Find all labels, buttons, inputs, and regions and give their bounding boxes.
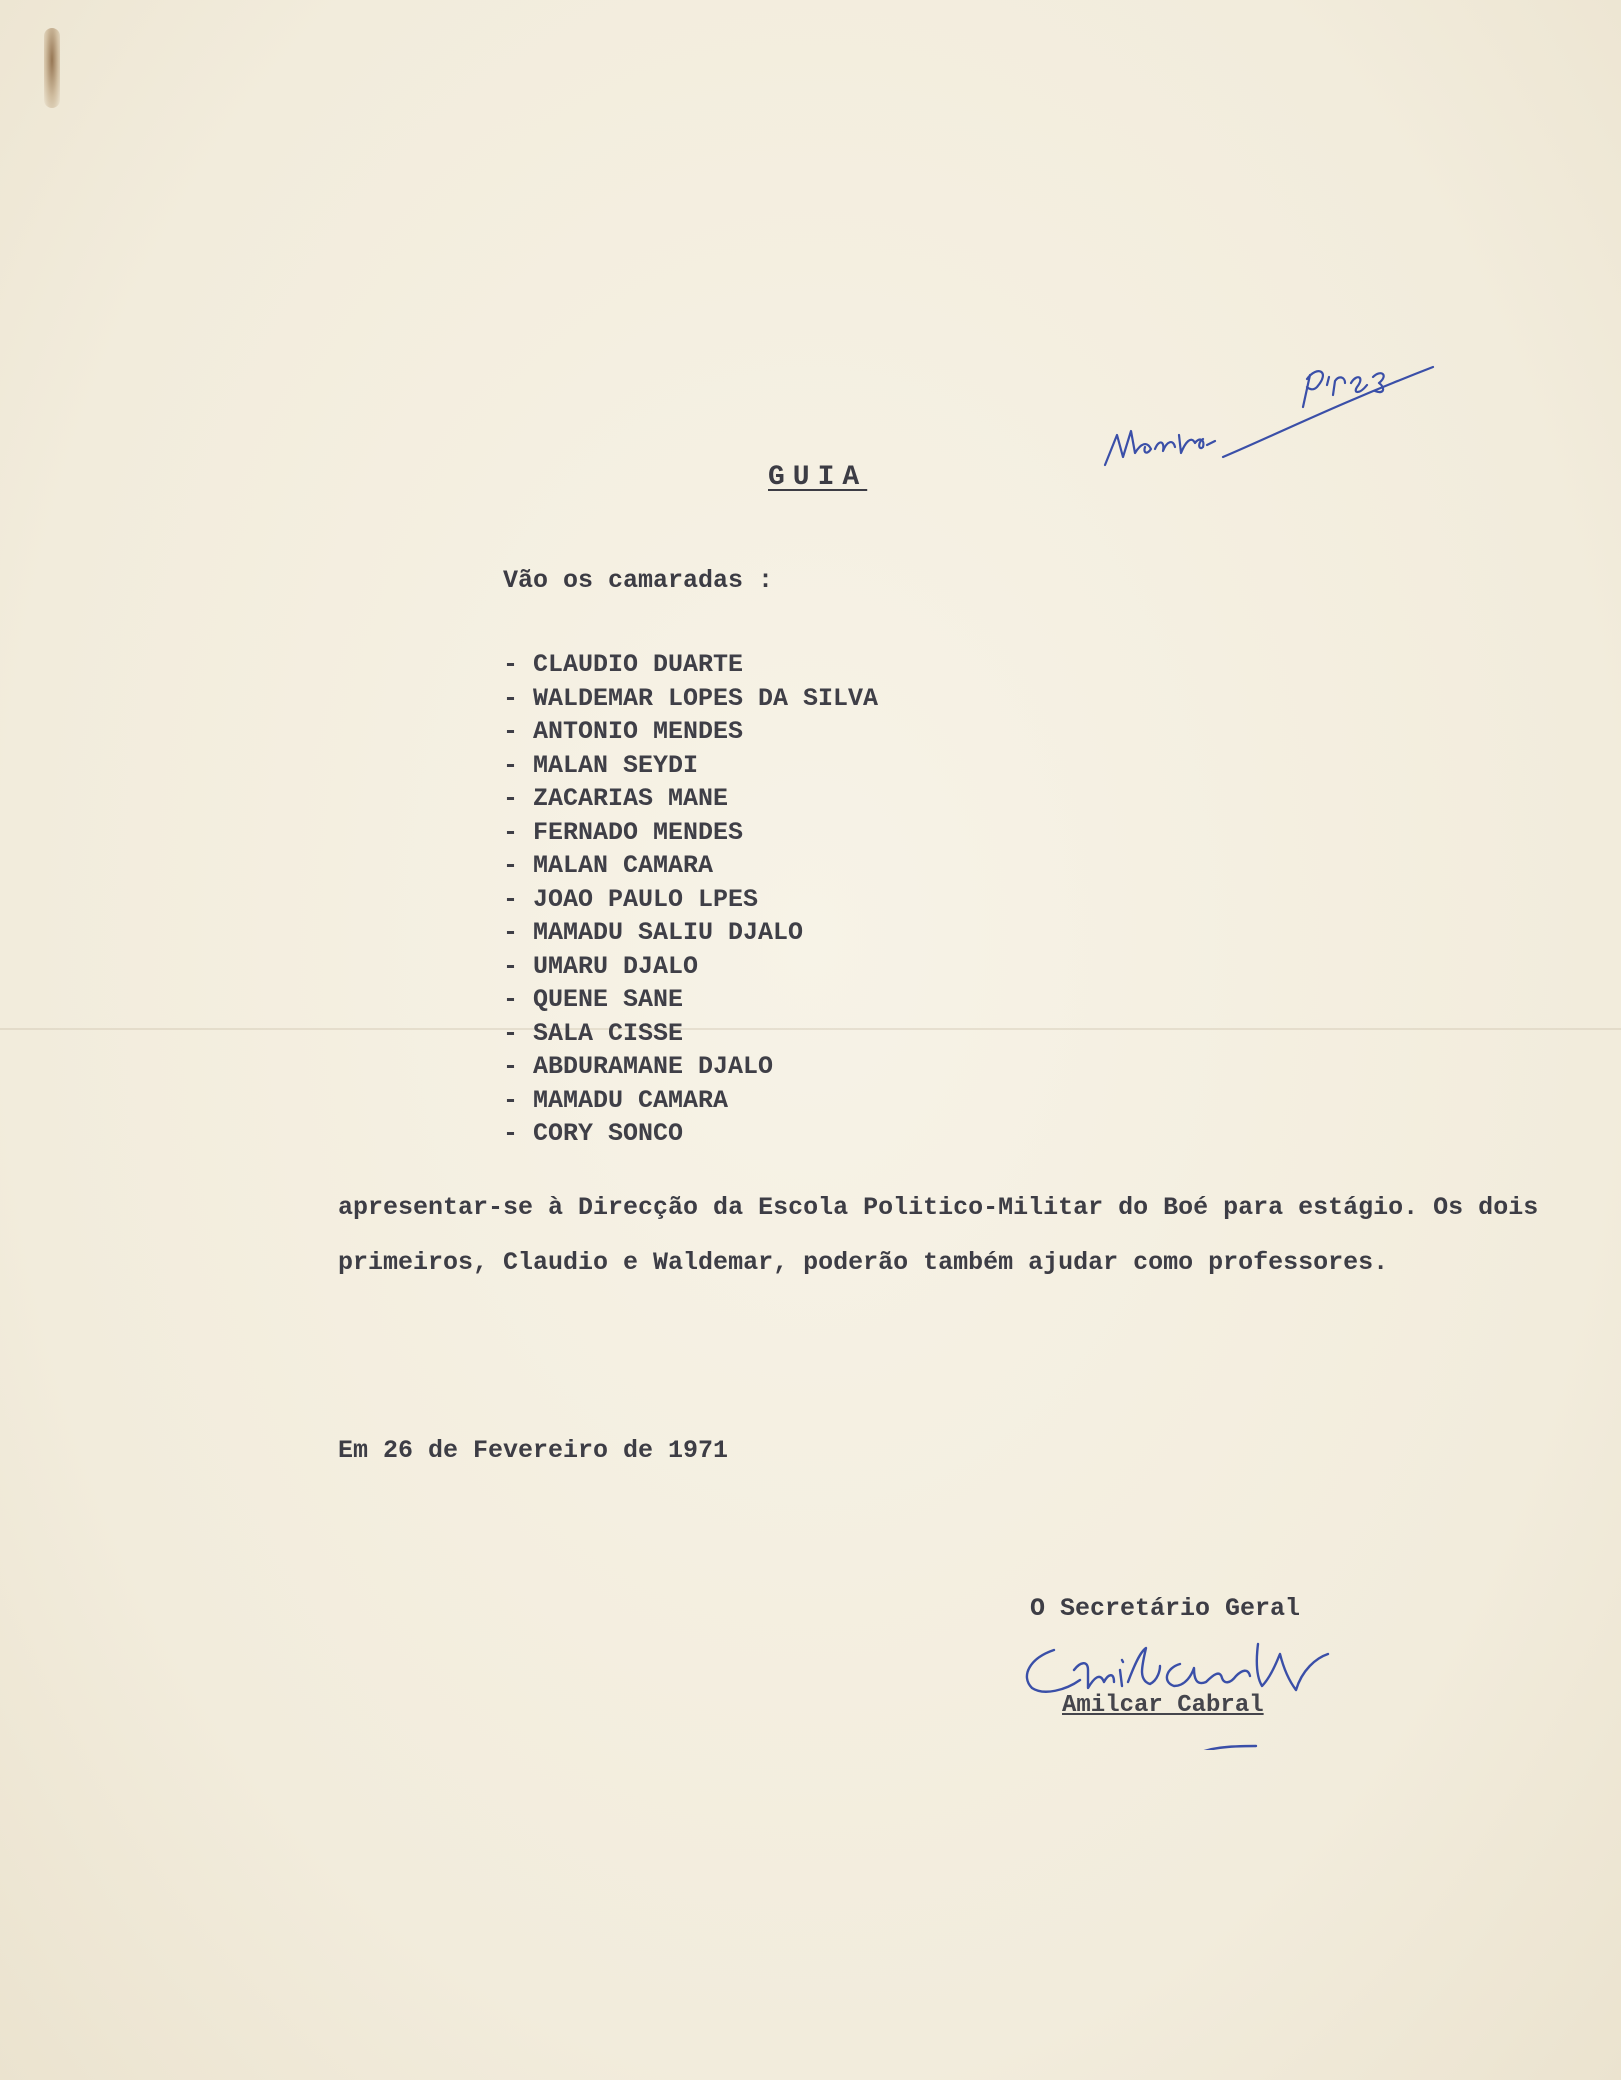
- list-item: [503, 816, 878, 850]
- name-text: ABDURAMANE DJALO: [533, 1052, 774, 1081]
- list-bullet: -: [503, 817, 519, 847]
- body-paragraph: [338, 1180, 1608, 1290]
- paper-stain: [44, 28, 60, 108]
- name-text: ZACARIAS MANE: [533, 784, 729, 813]
- list-item: [503, 1017, 878, 1051]
- handwritten-annotation: [1095, 325, 1455, 475]
- list-item: [503, 749, 878, 783]
- list-item: [503, 715, 878, 749]
- names-list: [503, 648, 878, 1151]
- name-text: FERNADO MENDES: [533, 817, 744, 847]
- list-item: [503, 682, 878, 716]
- name-text: JOAO PAULO LPES: [533, 884, 759, 914]
- list-bullet: -: [503, 884, 519, 914]
- list-item: [503, 983, 878, 1017]
- name-text: WALDEMAR LOPES DA SILVA: [533, 683, 879, 713]
- list-bullet: -: [503, 650, 519, 679]
- name-text: MAMADU CAMARA: [533, 1085, 729, 1115]
- list-bullet: -: [503, 1119, 519, 1148]
- list-bullet: -: [503, 717, 519, 746]
- name-text: ANTONIO MENDES: [533, 717, 744, 746]
- list-bullet: -: [503, 985, 519, 1014]
- list-item: [503, 950, 878, 984]
- list-item: [503, 648, 878, 682]
- name-text: MALAN SEYDI: [533, 750, 699, 780]
- signature-title: O Secretário Geral: [1030, 1594, 1301, 1623]
- list-bullet: -: [503, 951, 519, 981]
- list-bullet: -: [503, 683, 519, 713]
- list-bullet: -: [503, 784, 519, 813]
- list-bullet: -: [503, 750, 519, 780]
- document-title: GUIA: [768, 462, 868, 493]
- list-item: [503, 883, 878, 917]
- list-bullet: -: [503, 1052, 519, 1081]
- name-text: CORY SONCO: [533, 1119, 684, 1148]
- list-bullet: -: [503, 1085, 519, 1115]
- name-text: QUENE SANE: [533, 985, 684, 1014]
- list-item: [503, 782, 878, 816]
- document-date: Em 26 de Fevereiro de 1971: [338, 1436, 729, 1465]
- list-item: [503, 916, 878, 950]
- body-line-2: primeiros, Claudio e Waldemar, poderão também ajudar como professores.: [338, 1248, 1389, 1277]
- name-text: SALA CISSE: [533, 1018, 684, 1048]
- list-item: [503, 1084, 878, 1118]
- list-item: [503, 1050, 878, 1084]
- list-item: [503, 1117, 878, 1151]
- signatory-name: Amilcar Cabral: [1062, 1692, 1264, 1719]
- list-bullet: -: [503, 918, 519, 947]
- list-bullet: -: [503, 1018, 519, 1048]
- handwritten-signature: [1010, 1630, 1370, 1750]
- intro-text: Vão os camaradas :: [503, 566, 774, 595]
- list-item: [503, 849, 878, 883]
- name-text: MALAN CAMARA: [533, 851, 714, 880]
- name-text: UMARU DJALO: [533, 951, 699, 981]
- name-text: MAMADU SALIU DJALO: [533, 918, 804, 947]
- name-text: CLAUDIO DUARTE: [533, 650, 744, 679]
- body-line-1: apresentar-se à Direcção da Escola Politico-Militar do Boé para estágio. Os dois: [338, 1193, 1539, 1222]
- list-bullet: -: [503, 851, 519, 880]
